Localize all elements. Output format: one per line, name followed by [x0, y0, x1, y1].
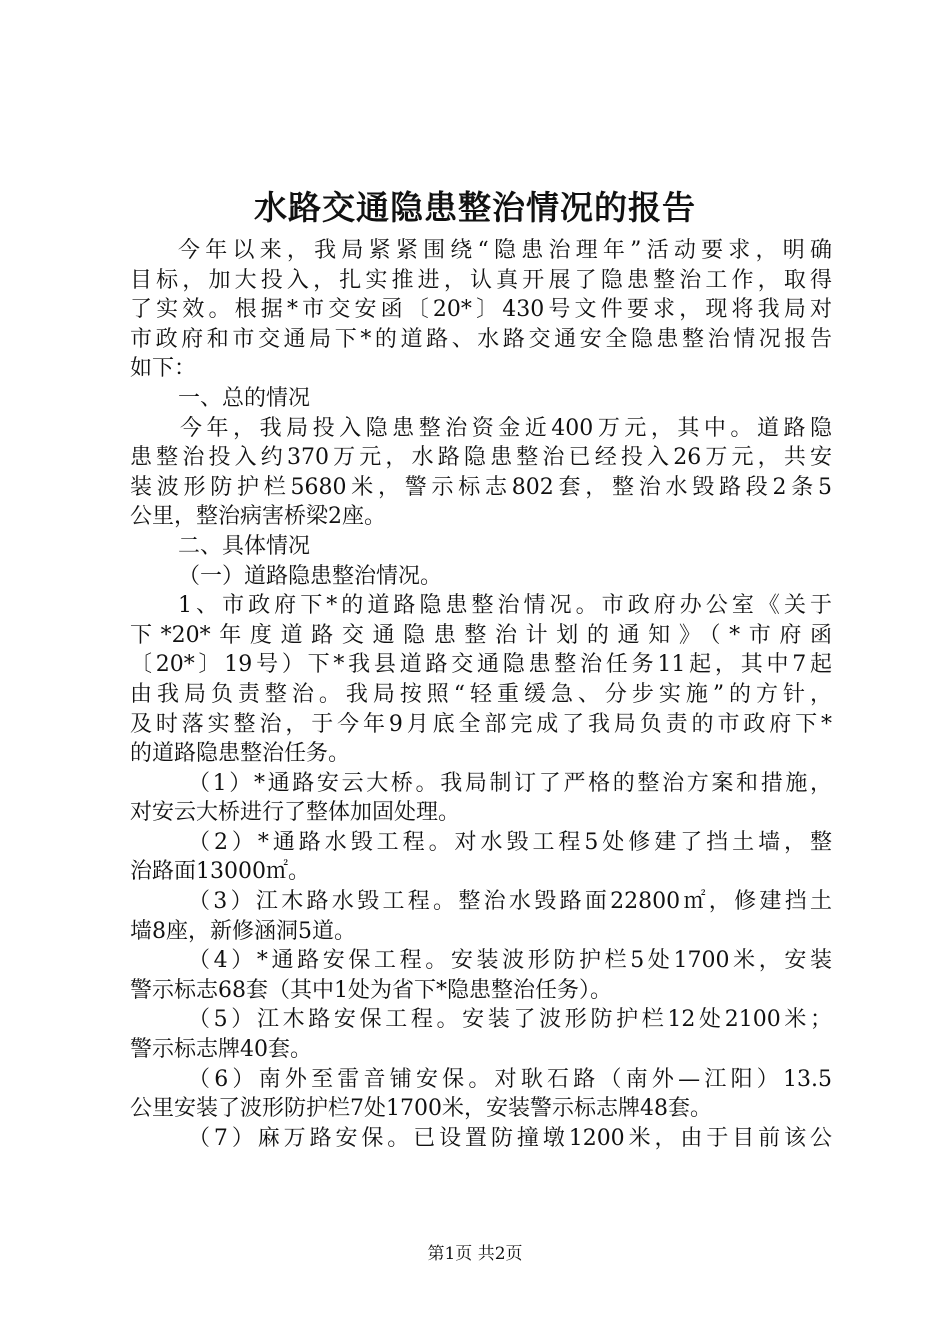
body-line: （4）*通路安保工程。安装波形防护栏5处1700米，安装: [188, 948, 832, 974]
document-title: 水路交通隐患整治情况的报告: [254, 188, 696, 227]
body-line: 今年，我局投入隐患整治资金近400万元，其中。道路隐: [180, 415, 832, 441]
body-line: 由我局负责整治。我局按照“轻重缓急、分步实施”的方针，: [130, 681, 832, 707]
body-line: 患整治投入约370万元，水路隐患整治已经投入26万元，共安: [130, 445, 832, 471]
body-line: 公里，整治病害桥梁2座。: [130, 504, 386, 530]
body-line: （2）*通路水毁工程。对水毁工程5处修建了挡土墙，整: [188, 829, 832, 855]
body-line: （1）*通路安云大桥。我局制订了严格的整治方案和措施，: [188, 770, 832, 796]
document-body: [130, 236, 832, 1153]
body-line: 警示标志68套（其中1处为省下*隐患整治任务）。: [130, 977, 612, 1003]
page-footer: 第1页 共2页: [427, 1244, 523, 1264]
body-line: 一、总的情况: [178, 385, 311, 411]
body-line: 及时落实整治，于今年9月底全部完成了我局负责的市政府下*: [130, 711, 832, 737]
body-line: 如下：: [130, 356, 197, 382]
body-line: 下*20*年度道路交通隐患整治计划的通知》（*市府函: [130, 622, 832, 648]
body-line: 公里安装了波形防护栏7处1700米，安装警示标志牌48套。: [130, 1096, 712, 1122]
body-line: 对安云大桥进行了整体加固处理。: [130, 800, 461, 826]
body-line: （一）道路隐患整治情况。: [178, 563, 443, 589]
body-line: 的道路隐患整治任务。: [130, 741, 351, 767]
body-line: 装波形防护栏5680米，警示标志802套，整治水毁路段2条5: [130, 474, 832, 500]
body-line: 警示标志牌40套。: [130, 1037, 312, 1063]
body-line: （7）麻万路安保。已设置防撞墩1200米，由于目前该公: [188, 1125, 832, 1151]
body-line: 二、具体情况: [178, 533, 311, 559]
body-line: 今年以来，我局紧紧围绕“隐患治理年”活动要求，明确: [178, 238, 832, 263]
body-line: 市政府和市交通局下*的道路、水路交通安全隐患整治情况报告: [130, 326, 832, 352]
body-line: （3）江木路水毁工程。整治水毁路面22800㎡，修建挡土: [188, 889, 832, 915]
body-line: 〔20*〕19号）下*我县道路交通隐患整治任务11起，其中7起: [130, 652, 832, 678]
body-line: （6）南外至雷音铺安保。对耿石路（南外—江阳）13.5: [188, 1066, 832, 1092]
body-line: 了实效。根据*市交安函〔20*〕430号文件要求，现将我局对: [130, 297, 832, 323]
body-line: （5）江木路安保工程。安装了波形防护栏12处2100米；: [188, 1007, 832, 1033]
body-line: 治路面13000㎡。: [130, 859, 310, 885]
body-line: 目标，加大投入，扎实推进，认真开展了隐患整治工作，取得: [130, 267, 832, 293]
body-line: 墙8座，新修涵洞5道。: [130, 918, 356, 944]
body-line: 1、市政府下*的道路隐患整治情况。市政府办公室《关于: [178, 593, 832, 619]
